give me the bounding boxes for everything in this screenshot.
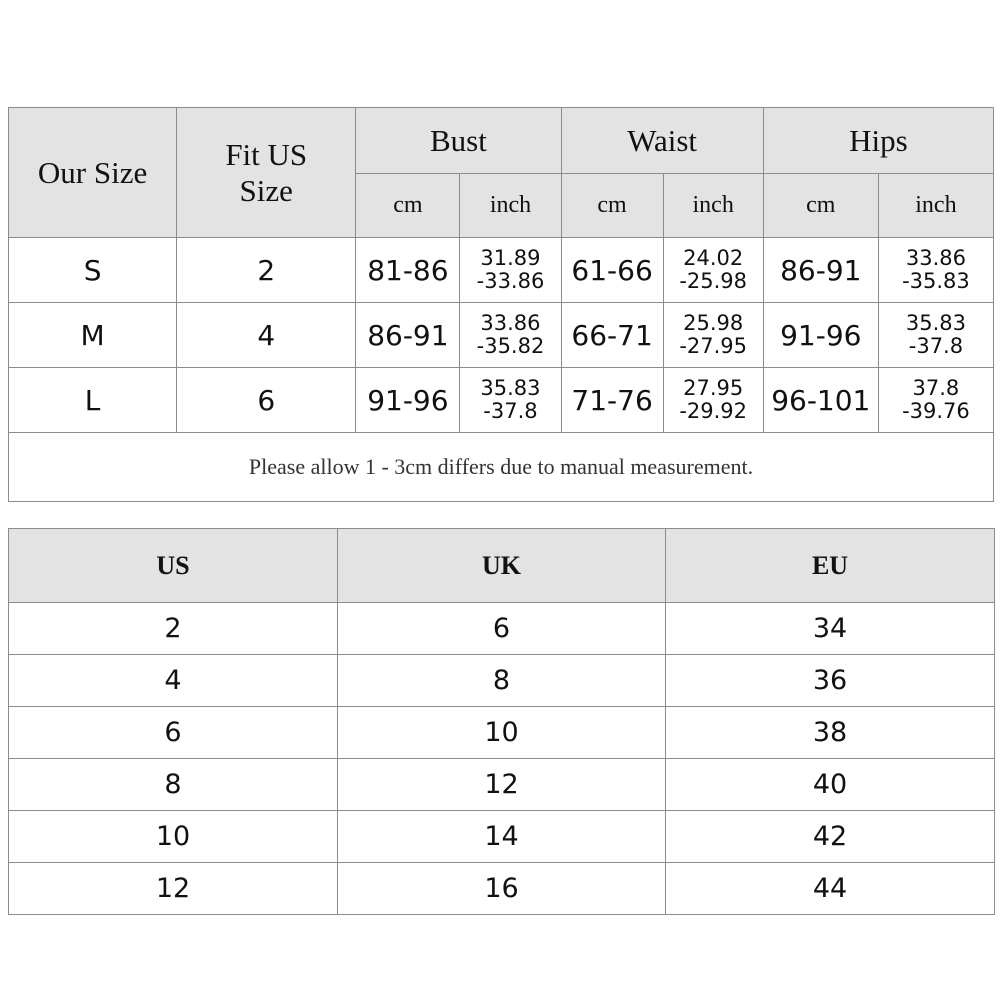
hips-cm-cell: 86-91 bbox=[763, 238, 878, 303]
table-row bbox=[9, 811, 995, 863]
fit-us-size-header: Fit US Size bbox=[177, 108, 356, 238]
uk-cell: 16 bbox=[338, 863, 666, 915]
hips-inch-cell: 35.83 -37.8 bbox=[878, 303, 993, 368]
waist-inch-cell: 27.95 -29.92 bbox=[663, 368, 763, 433]
size-cell: S bbox=[9, 238, 177, 303]
us-cell: 4 bbox=[9, 655, 338, 707]
eu-header: EU bbox=[666, 529, 995, 603]
bust-inch-cell: 35.83 -37.8 bbox=[460, 368, 561, 433]
table-row bbox=[9, 238, 994, 303]
uk-cell: 14 bbox=[338, 811, 666, 863]
eu-cell: 44 bbox=[666, 863, 995, 915]
us-cell: 12 bbox=[9, 863, 338, 915]
hips-inch-cell: 33.86 -35.83 bbox=[878, 238, 993, 303]
table-row bbox=[9, 603, 995, 655]
waist-inch-cell: 24.02 -25.98 bbox=[663, 238, 763, 303]
eu-cell: 34 bbox=[666, 603, 995, 655]
table-row bbox=[9, 368, 994, 433]
eu-cell: 36 bbox=[666, 655, 995, 707]
us-size-cell: 4 bbox=[177, 303, 356, 368]
table-row bbox=[9, 303, 994, 368]
size-cell: L bbox=[9, 368, 177, 433]
size-conversion-table bbox=[8, 528, 995, 915]
waist-inch-header: inch bbox=[663, 174, 763, 238]
us-cell: 2 bbox=[9, 603, 338, 655]
hips-cm-header: cm bbox=[763, 174, 878, 238]
us-header: US bbox=[9, 529, 338, 603]
bust-cm-cell: 91-96 bbox=[356, 368, 460, 433]
waist-inch-cell: 25.98 -27.95 bbox=[663, 303, 763, 368]
bust-inch-header: inch bbox=[460, 174, 561, 238]
us-cell: 8 bbox=[9, 759, 338, 811]
eu-cell: 38 bbox=[666, 707, 995, 759]
waist-cm-cell: 66-71 bbox=[561, 303, 663, 368]
waist-header: Waist bbox=[561, 108, 763, 174]
uk-cell: 6 bbox=[338, 603, 666, 655]
eu-cell: 40 bbox=[666, 759, 995, 811]
hips-header: Hips bbox=[763, 108, 993, 174]
waist-cm-cell: 61-66 bbox=[561, 238, 663, 303]
uk-header: UK bbox=[338, 529, 666, 603]
our-size-header: Our Size bbox=[9, 108, 177, 238]
bust-inch-cell: 31.89 -33.86 bbox=[460, 238, 561, 303]
eu-cell: 42 bbox=[666, 811, 995, 863]
uk-cell: 12 bbox=[338, 759, 666, 811]
size-cell: M bbox=[9, 303, 177, 368]
hips-cm-cell: 96-101 bbox=[763, 368, 878, 433]
waist-cm-header: cm bbox=[561, 174, 663, 238]
bust-header: Bust bbox=[356, 108, 561, 174]
hips-inch-header: inch bbox=[878, 174, 993, 238]
bust-cm-cell: 86-91 bbox=[356, 303, 460, 368]
size-chart-table bbox=[8, 107, 994, 502]
table-row bbox=[9, 759, 995, 811]
table-row bbox=[9, 655, 995, 707]
us-cell: 10 bbox=[9, 811, 338, 863]
bust-cm-cell: 81-86 bbox=[356, 238, 460, 303]
bust-inch-cell: 33.86 -35.82 bbox=[460, 303, 561, 368]
hips-cm-cell: 91-96 bbox=[763, 303, 878, 368]
measurement-note: Please allow 1 - 3cm differs due to manual measurement. bbox=[9, 433, 994, 502]
us-cell: 6 bbox=[9, 707, 338, 759]
us-size-cell: 2 bbox=[177, 238, 356, 303]
table-row bbox=[9, 707, 995, 759]
uk-cell: 8 bbox=[338, 655, 666, 707]
bust-cm-header: cm bbox=[356, 174, 460, 238]
us-size-cell: 6 bbox=[177, 368, 356, 433]
hips-inch-cell: 37.8 -39.76 bbox=[878, 368, 993, 433]
uk-cell: 10 bbox=[338, 707, 666, 759]
table-row bbox=[9, 863, 995, 915]
waist-cm-cell: 71-76 bbox=[561, 368, 663, 433]
